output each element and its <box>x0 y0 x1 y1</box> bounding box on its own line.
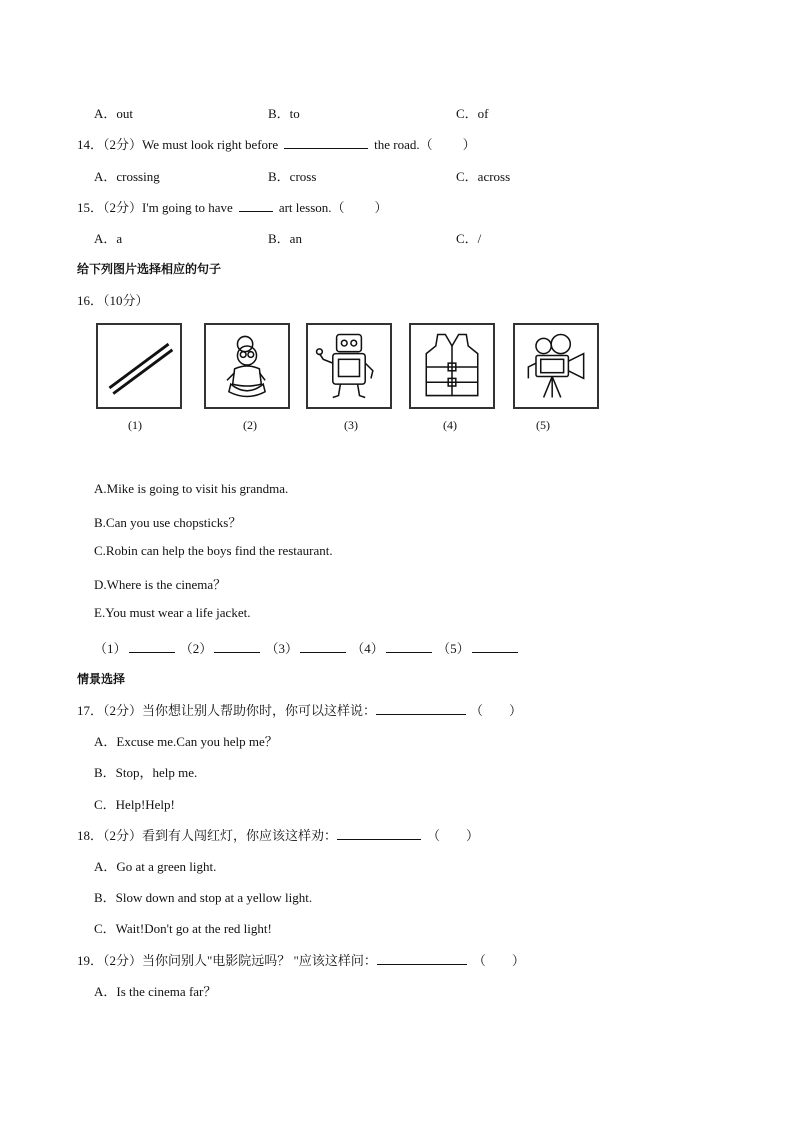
q13-option-a: A．out <box>94 106 134 121</box>
answer-blank[interactable] <box>377 952 467 965</box>
question-17-prefix: 17．（2分）当你想让别人帮助你时，你可以这样说： <box>77 703 377 718</box>
answer-label-5: （5） <box>437 641 470 656</box>
q19-option-a: A．Is the cinema far？ <box>94 984 217 999</box>
question-19 <box>77 950 525 969</box>
q17-option-c: C．Help!Help! <box>94 797 175 812</box>
answer-label-2: （2） <box>179 641 213 656</box>
answer-blank-2[interactable] <box>214 640 260 653</box>
sentence-e: E.You must wear a life jacket. <box>94 605 251 620</box>
answer-blank[interactable] <box>337 827 421 840</box>
question-18-paren: （ ） <box>427 828 480 843</box>
q18-option-c: C．Wait!Don't go at the red light! <box>94 921 272 936</box>
question-19-paren: （ ） <box>472 953 525 968</box>
q18-option-a: A．Go at a green light. <box>94 859 217 874</box>
question-15-prefix: 15．（2分）I'm going to have <box>77 200 233 215</box>
section-heading-pictures: 给下列图片选择相应的句子 <box>77 262 222 276</box>
question-17 <box>77 700 522 719</box>
question-18 <box>77 825 479 844</box>
question-14-suffix: the road.（ <box>374 137 433 152</box>
q15-option-c: C．/ <box>456 231 482 246</box>
q15-option-b: B．an <box>268 231 302 246</box>
question-19-prefix: 19．（2分）当你问别人"电影院远吗？ "应该这样问： <box>77 953 377 968</box>
picture-caption-1: (1) <box>128 418 142 432</box>
movie-camera-icon <box>513 323 599 409</box>
q14-option-b: B．cross <box>268 169 317 184</box>
question-14-close: ） <box>462 137 476 152</box>
answer-blank-3[interactable] <box>300 640 346 653</box>
question-14 <box>77 134 476 153</box>
q17-option-a: A．Excuse me.Can you help me？ <box>94 734 278 749</box>
sentence-a: A.Mike is going to visit his grandma. <box>94 481 289 496</box>
chopsticks-icon <box>96 323 182 409</box>
answer-blank[interactable] <box>284 136 368 149</box>
q13-option-b: B．to <box>268 106 300 121</box>
answer-row <box>94 638 520 657</box>
question-18-prefix: 18．（2分）看到有人闯红灯，你应该这样劝： <box>77 828 338 843</box>
answer-blank[interactable] <box>239 199 273 212</box>
question-14-prefix: 14．（2分）We must look right before <box>77 137 279 152</box>
question-15 <box>77 197 388 216</box>
picture-caption-3: (3) <box>344 418 358 432</box>
answer-blank-5[interactable] <box>472 640 518 653</box>
answer-label-3: （3） <box>265 641 299 656</box>
q15-option-a: A．a <box>94 231 123 246</box>
q18-option-b: B．Slow down and stop at a yellow light. <box>94 890 313 905</box>
grandma-icon <box>204 323 290 409</box>
section-heading-situations: 情景选择 <box>77 672 126 686</box>
answer-blank-1[interactable] <box>129 640 175 653</box>
sentence-d: D.Where is the cinema？ <box>94 577 227 592</box>
question-15-close: ） <box>374 200 388 215</box>
question-17-paren: （ ） <box>470 703 523 718</box>
robot-icon <box>306 323 392 409</box>
answer-blank-4[interactable] <box>386 640 432 653</box>
q14-option-a: A．crossing <box>94 169 160 184</box>
sentence-b: B.Can you use chopsticks？ <box>94 515 242 530</box>
picture-caption-5: (5) <box>536 418 550 432</box>
question-16-heading: 16．（10分） <box>77 293 149 308</box>
q17-option-b: B．Stop，help me. <box>94 765 198 780</box>
question-15-suffix: art lesson.（ <box>278 200 345 215</box>
picture-caption-4: (4) <box>443 418 457 432</box>
answer-label-1: （1） <box>94 641 127 656</box>
sentence-c: C.Robin can help the boys find the restaurant. <box>94 543 333 558</box>
answer-label-4: （4） <box>351 641 384 656</box>
q13-option-c: C．of <box>456 106 489 121</box>
picture-caption-2: (2) <box>243 418 257 432</box>
answer-blank[interactable] <box>376 702 466 715</box>
life-jacket-icon <box>409 323 495 409</box>
q14-option-c: C．across <box>456 169 511 184</box>
